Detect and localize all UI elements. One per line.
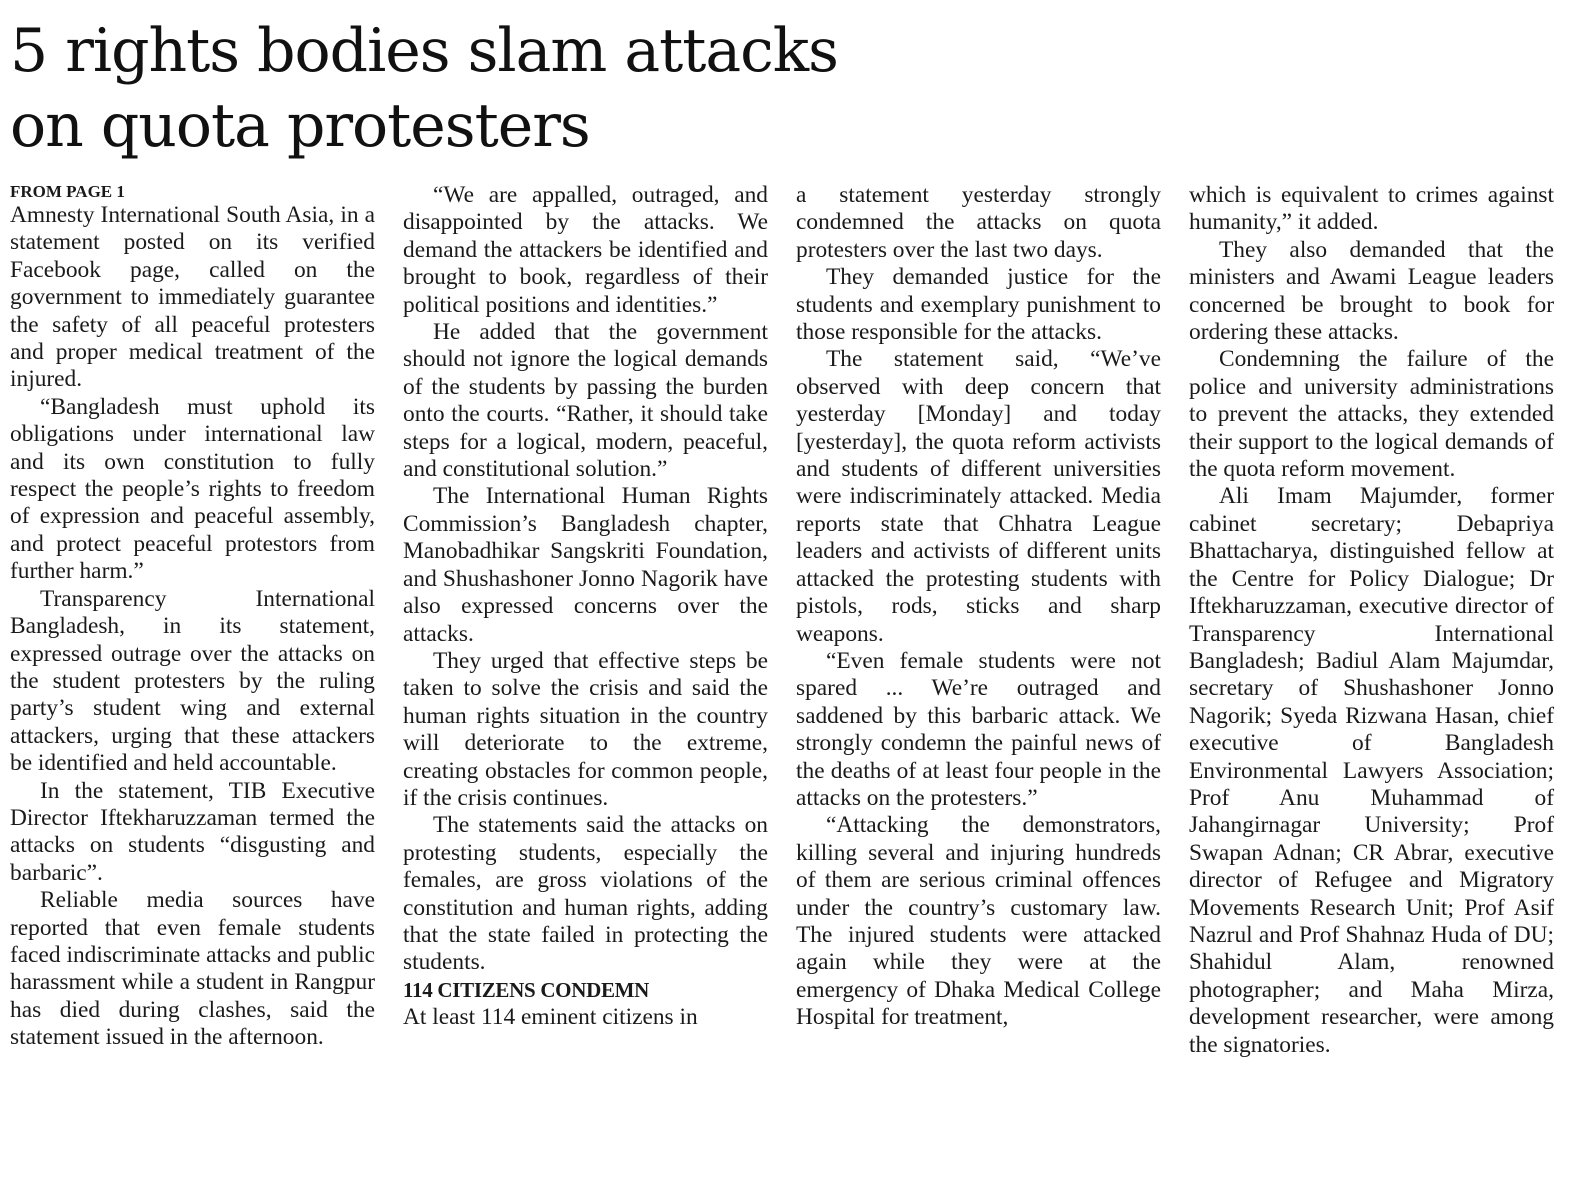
column-3 <box>796 182 1161 1032</box>
paragraph: He added that the government should not ignore the logical demands of the students by passing the burden onto the courts. “Rather, it should take steps for a logical, modern, peaceful, and constitutional solution.” <box>403 319 768 483</box>
paragraph: At least 114 eminent citizens in <box>403 1003 698 1030</box>
paragraph: The statements said the attacks on protesting students, especially the females, are gross violations of the constitution and human rights, adding that the state failed in protecting the students. <box>403 812 768 976</box>
paragraph: “Attacking the demonstrators, killing several and injuring hundreds of them are serious criminal offences under the country’s customary law. The injured students were attacked again while they were at the emergency of Dhaka Medical College Hospital for treatment, <box>796 812 1161 1031</box>
paragraph: In the statement, TIB Executive Director Iftekharuzzaman termed the attacks on students “disgusting and barbaric”. <box>10 777 375 886</box>
paragraph: They demanded justice for the students and exemplary punishment to those responsible for the attacks. <box>796 264 1161 346</box>
paragraph: which is equivalent to crimes against humanity,” it added. <box>1189 182 1554 236</box>
paragraph: a statement yesterday strongly condemned the attacks on quota protesters over the last two days. <box>796 182 1161 263</box>
headline-line-2: on quota protesters <box>10 91 590 161</box>
headline-line-1: 5 rights bodies slam attacks <box>10 16 838 86</box>
paragraph: They also demanded that the ministers and Awami League leaders concerned be brought to book for ordering these attacks. <box>1189 236 1554 346</box>
paragraph: The International Human Rights Commission’s Bangladesh chapter, Manobadhikar Sangskriti Foundation, and Shushashoner Jonno Nagorik have also expressed concerns over the attacks. <box>403 483 768 647</box>
paragraph: “Bangladesh must uphold its obligations under international law and its own constitution to fully respect the people’s rights to freedom of expression and peaceful assembly, and protect peaceful protestors from further harm.” <box>10 393 375 585</box>
paragraph: Ali Imam Majumder, former cabinet secretary; Debapriya Bhattacharya, distinguished fellow at the Centre for Policy Dialogue; Dr Iftekharuzzaman, executive director of Transparency International Bangladesh; Badiul Alam Majumdar, secretary of Shushashoner Jonno Nagorik; Syeda Rizwana Hasan, chief executive of Bangladesh Environmental Lawyers Association; Prof Anu Muhammad of Jahangirnagar University; Prof Swapan Adnan; CR Abrar, executive director of Refugee and Migratory Movements Research Unit; Prof Asif Nazrul and Prof Shahnaz Huda of DU; Shahidul Alam, renowned photographer; and Maha Mirza, development researcher, were among the signatories. <box>1189 483 1554 1058</box>
paragraph: “Even female students were not spared ... We’re outraged and saddened by this barbaric attack. We strongly condemn the painful news of the deaths of at least four people in the attacks on the protesters.” <box>796 647 1161 811</box>
paragraph: Condemning the failure of the police and university administrations to prevent the attacks, they extended their support to the logical demands of the quota reform movement. <box>1189 346 1554 483</box>
column-2 <box>403 182 768 1031</box>
paragraph: Amnesty International South Asia, in a statement posted on its verified Facebook page, called on the government to immediately guarantee the safety of all peaceful protesters and proper medical treatment of the injured. <box>10 202 375 393</box>
paragraph: “We are appalled, outraged, and disappointed by the attacks. We demand the attackers be identified and brought to book, regardless of their political positions and identities.” <box>403 182 768 318</box>
kicker: FROM PAGE 1 <box>10 182 125 201</box>
column-1 <box>10 182 375 1052</box>
paragraph: Transparency International Bangladesh, in its statement, expressed outrage over the attacks on the student protesters by the ruling party’s student wing and external attackers, urging that these attackers be identified and held accountable. <box>10 585 375 777</box>
subhead: 114 CITIZENS CONDEMN <box>403 977 650 1002</box>
paragraph: They urged that effective steps be taken to solve the crisis and said the human rights situation in the country will deteriorate to the extreme, creating obstacles for common people, if the crisis continues. <box>403 647 768 811</box>
headline <box>10 14 1578 164</box>
paragraph: The statement said, “We’ve observed with deep concern that yesterday [Monday] and today [yesterday], the quota reform activists and students of different universities were indiscriminately attacked. Media reports state that Chhatra League leaders and activists of different units attacked the protesting students with pistols, rods, sticks and sharp weapons. <box>796 346 1161 647</box>
paragraph: Reliable media sources have reported that even female students faced indiscriminate attacks and public harassment while a student in Rangpur has died during clashes, said the statement issued in the afternoon. <box>10 887 376 1051</box>
column-4 <box>1189 182 1554 1059</box>
article-columns <box>10 182 1578 1059</box>
